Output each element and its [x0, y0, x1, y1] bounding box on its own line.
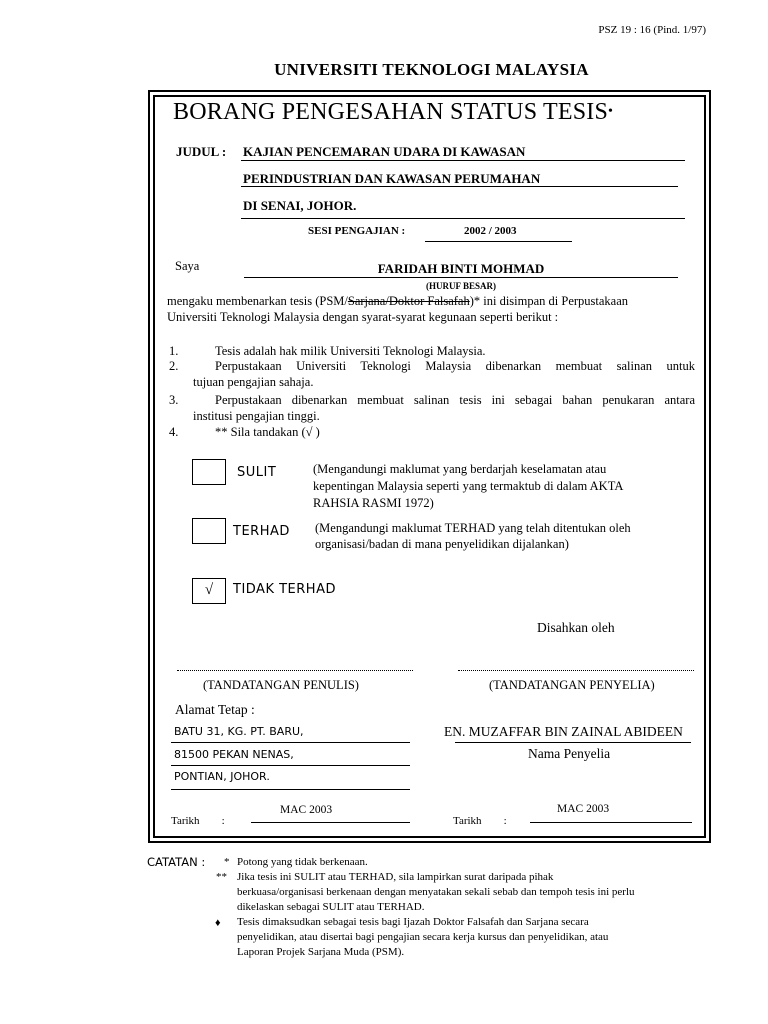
supervisor-date: MAC 2003 [557, 803, 610, 815]
writer-tarikh-label: Tarikh : [171, 815, 225, 827]
terhad-desc-2: organisasi/badan di mana penyelidikan dijalankan) [315, 537, 569, 551]
sulit-checkbox[interactable] [192, 459, 226, 485]
note-1-line-1: Potong yang tidak berkenaan. [237, 856, 368, 868]
student-name: FARIDAH BINTI MOHMAD [377, 261, 545, 276]
writer-signature-line[interactable] [177, 670, 413, 671]
judul-label: JUDUL : [176, 144, 227, 159]
supervisor-caption: Nama Penyelia [528, 746, 611, 761]
disahkan-oleh: Disahkan oleh [537, 620, 615, 635]
judul-line-1: KAJIAN PENCEMARAN UDARA DI KAWASAN [243, 144, 526, 159]
note-3-line-2: penyelidikan, atau disertai bagi pengajian secara kerja kursus dan penyelidikan, atau [237, 931, 609, 943]
sulit-label: SULIT [237, 465, 277, 480]
terhad-label: TERHAD [233, 524, 290, 539]
condition-1-number: 1. [169, 344, 179, 358]
sesi-value: 2002 / 2003 [464, 225, 517, 237]
note-2-line-3: dikelaskan sebagai SULIT atau TERHAD. [237, 901, 425, 913]
condition-3-text: Perpustakaan dibenarkan membuat salinan tesis ini sebagai bahan penukaran antara [215, 393, 695, 407]
condition-2-continuation: tujuan pengajian sahaja. [193, 375, 314, 389]
terhad-checkbox[interactable] [192, 518, 226, 544]
supervisor-signature-caption: (TANDATANGAN PENYELIA) [489, 678, 655, 692]
judul-line-3: DI SENAI, JOHOR. [243, 198, 357, 213]
note-3-line-3: Laporan Projek Sarjana Muda (PSM). [237, 946, 405, 958]
note-1-marker: * [224, 856, 230, 868]
note-2-line-1: Jika tesis ini SULIT atau TERHAD, sila lampirkan surat daripada pihak [237, 871, 554, 883]
address-label: Alamat Tetap : [175, 702, 255, 717]
supervisor-name: EN. MUZAFFAR BIN ZAINAL ABIDEEN [444, 724, 683, 739]
supervisor-date-underline [530, 822, 692, 823]
sesi-label: SESI PENGAJIAN : [308, 225, 406, 237]
note-2-line-2: berkuasa/organisasi berkenaan dengan menyatakan sekali sebab dan tempoh tesis ini perlu [237, 886, 635, 898]
sulit-desc-2: kepentingan Malaysia seperti yang termaktub di dalam AKTA [313, 479, 624, 493]
writer-date-underline [251, 822, 410, 823]
address-line-3: PONTIAN, JOHOR. [174, 770, 270, 783]
address-underline-3 [171, 789, 410, 790]
note-3-marker: ♦ [215, 917, 221, 929]
sesi-underline [425, 241, 572, 242]
declaration-line-1: mengaku membenarkan tesis (PSM/Sarjana/Doktor Falsafah)* ini disimpan di Perpustakaan [167, 294, 629, 308]
note-3-line-1: Tesis dimaksudkan sebagai tesis bagi Ijazah Doktor Falsafah dan Sarjana secara [237, 916, 589, 928]
address-line-1: BATU 31, KG. PT. BARU, [174, 725, 304, 738]
condition-4-number: 4. [169, 425, 179, 439]
condition-3-continuation: institusi pengajian tinggi. [193, 409, 320, 423]
saya-label: Saya [175, 259, 200, 273]
university-name: UNIVERSITI TEKNOLOGI MALAYSIA [274, 60, 589, 79]
supervisor-tarikh-label: Tarikh : [453, 815, 507, 827]
address-underline-1 [171, 742, 410, 743]
terhad-desc-1: (Mengandungi maklumat TERHAD yang telah ditentukan oleh [315, 521, 631, 535]
judul-line-2: PERINDUSTRIAN DAN KAWASAN PERUMAHAN [243, 171, 541, 186]
sulit-desc-1: (Mengandungi maklumat yang berdarjah keselamatan atau [313, 462, 607, 476]
writer-signature-caption: (TANDATANGAN PENULIS) [203, 678, 359, 692]
condition-3-number: 3. [169, 393, 179, 407]
supervisor-underline [455, 742, 691, 743]
catatan-label: CATATAN : [147, 855, 206, 869]
declaration-line-2: Universiti Teknologi Malaysia dengan syarat-syarat kegunaan seperti berikut : [167, 310, 559, 324]
form-code: PSZ 19 : 16 (Pind. 1/97) [598, 24, 706, 36]
sulit-desc-3: RAHSIA RASMI 1972) [313, 496, 434, 510]
supervisor-signature-line[interactable] [458, 670, 694, 671]
form-title: BORANG PENGESAHAN STATUS TESIS• [173, 99, 614, 125]
tidak-terhad-checkbox[interactable]: √ [192, 578, 226, 604]
judul-underline-2 [241, 186, 678, 187]
condition-2-number: 2. [169, 359, 179, 373]
address-line-2: 81500 PEKAN NENAS, [174, 748, 294, 761]
judul-underline-1 [241, 160, 685, 161]
note-2-marker: ** [216, 871, 227, 883]
writer-date: MAC 2003 [280, 804, 333, 816]
condition-1-text: Tesis adalah hak milik Universiti Teknologi Malaysia. [215, 344, 486, 358]
tidak-terhad-label: TIDAK TERHAD [233, 582, 336, 597]
judul-underline-3 [241, 218, 685, 219]
condition-2-text: Perpustakaan Universiti Teknologi Malaysia dibenarkan membuat salinan untuk [215, 359, 695, 373]
address-underline-2 [171, 765, 410, 766]
huruf-besar-caption: (HURUF BESAR) [426, 281, 496, 291]
condition-4-text: ** Sila tandakan (√ ) [215, 425, 320, 439]
name-underline [244, 277, 678, 278]
